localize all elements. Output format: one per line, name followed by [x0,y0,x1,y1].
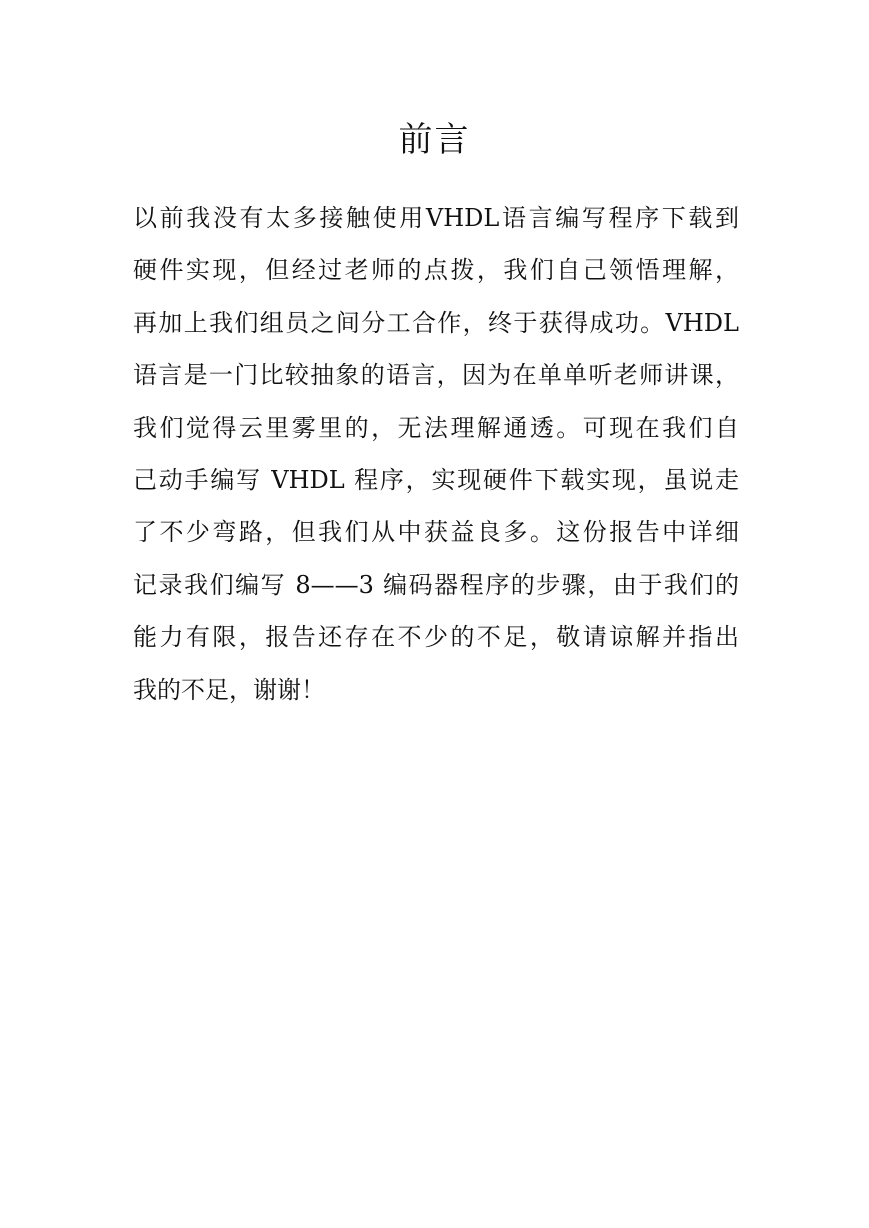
paragraph-line: 语言是一门比较抽象的语言，因为在单单听老师讲课， [133,361,739,390]
paragraph-line: 能力有限，报告还存在不少的不足，敬请谅解并指出 [133,623,739,652]
paragraph-line: 记录我们编写 8——3 编码器程序的步骤，由于我们的 [133,570,739,599]
preface-paragraph [133,198,739,722]
paragraph-line: 以前我没有太多接触使用VHDL语言编写程序下载到 [133,204,739,232]
page-title: 前言 [398,120,471,160]
paragraph-line: 我们觉得云里雾里的，无法理解通透。可现在我们自 [133,413,739,442]
paragraph-line: 再加上我们组员之间分工合作，终于获得成功。VHDL [133,308,739,337]
paragraph-line: 己动手编写 VHDL 程序，实现硬件下载实现，虽说走 [133,465,739,494]
paragraph-line: 我的不足，谢谢！ [133,675,325,704]
paragraph-line: 了不少弯路，但我们从中获益良多。这份报告中详细 [133,518,739,547]
paragraph-line: 硬件实现，但经过老师的点拨，我们自己领悟理解， [133,256,739,285]
